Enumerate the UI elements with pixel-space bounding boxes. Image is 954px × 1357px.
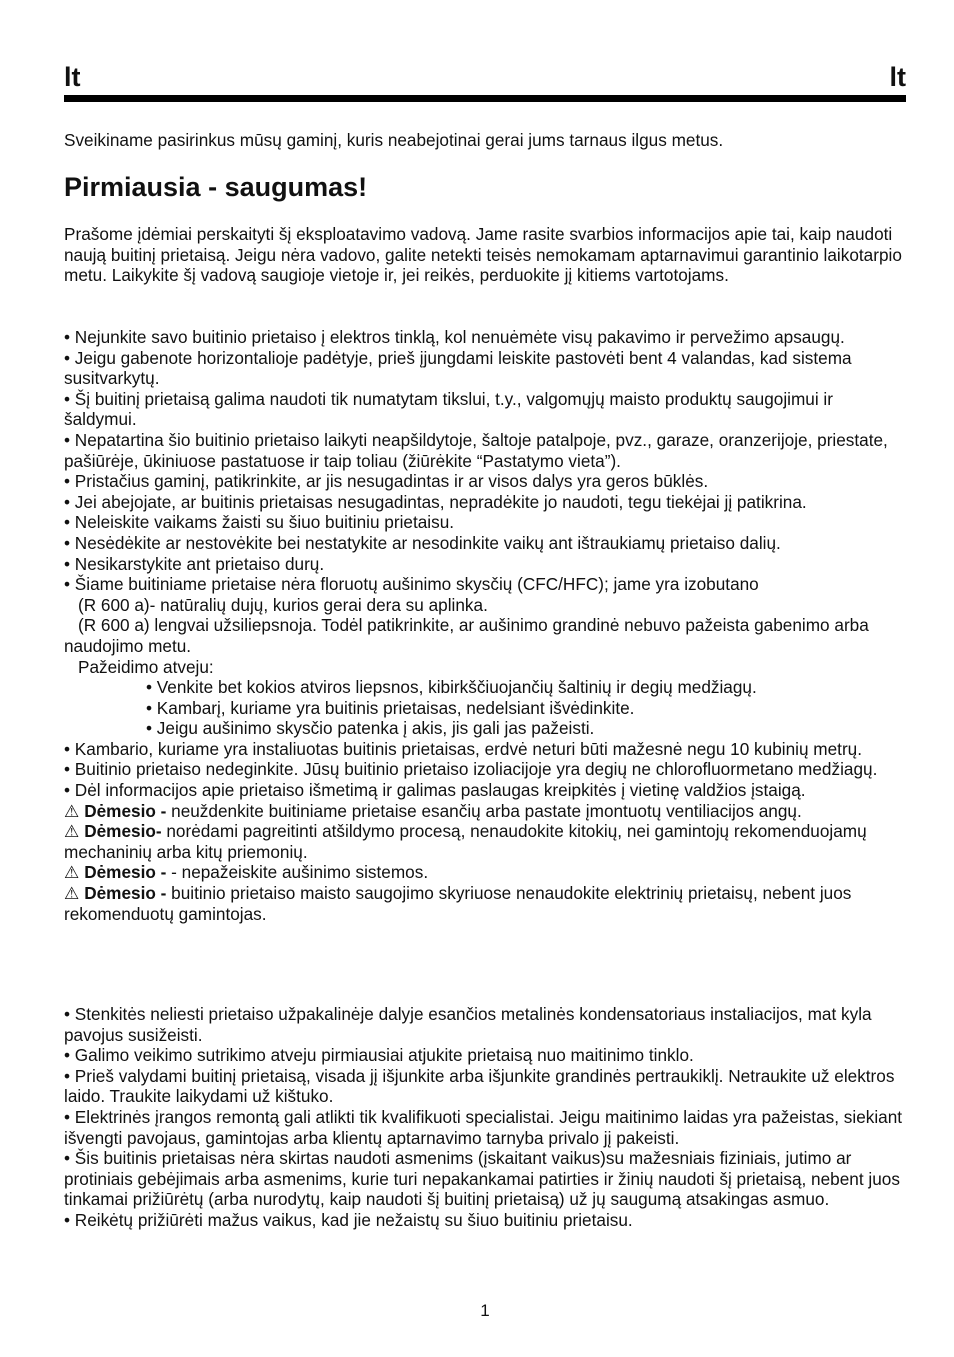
refrigerant-line-2-text: (R 600 a) lengvai užsiliepsnoja. Todėl patikrinkite, ar aušinimo grandinė nebuvo pažeista gabenimo arba naudojimo metu. xyxy=(64,615,869,656)
list-item: • Nepatartina šio buitinio prietaiso laikyti neapšildytoje, šaltoje patalpoje, pvz., garaze, oranzerijoje, priestate, pašiūrėje, ūkiniuose pastatuose ir taip toliau (žiūrėkite “Pastatymo vieta”). xyxy=(64,429,888,471)
warning-text: buitinio prietaiso maisto saugojimo skyriuose nenaudokite elektrinių prietaisų, nebent juos rekomenduotų gamintojas. xyxy=(64,883,852,924)
list-item: • Nesikarstykite ant prietaiso durų. xyxy=(64,553,325,574)
warning-item xyxy=(64,801,906,822)
warning-item xyxy=(64,862,906,883)
warning-icon: ⚠ xyxy=(64,821,80,842)
warning-text: norėdami pagreitinti atšildymo procesą, nenaudokite kitokių, nei gamintojų rekomenduojamų mechaninių arba kitų priemonių. xyxy=(64,821,867,862)
list-item: • Pristačius gaminį, patikrinkite, ar jis nesugadintas ir ar visos dalys yra geros būklės. xyxy=(64,471,709,492)
list-item: • Kambario, kuriame yra instaliuotas buitinis prietaisas, erdvė neturi būti mažesnė negu 10 kubinių metrų. xyxy=(64,738,863,759)
list-item: • Neleiskite vaikams žaisti su šiuo buitiniu prietaisu. xyxy=(64,512,455,533)
list-item: • Galimo veikimo sutrikimo atveju pirmiausiai atjukite prietaisą nuo maitinimo tinklo. xyxy=(64,1045,694,1066)
language-code-left: lt xyxy=(64,62,81,92)
damage-label: Pažeidimo atveju: xyxy=(78,656,214,677)
list-item: • Prieš valydami buitinį prietaisą, visada jį išjunkite arba išjunkite grandinės pertraukiklį. Netraukite už elektros laido. Traukite laikydami už kištuko. xyxy=(64,1065,895,1107)
language-code-right: lt xyxy=(889,62,906,92)
warning-icon: ⚠ xyxy=(64,862,80,883)
warning-item xyxy=(64,821,906,862)
page-header xyxy=(64,62,906,96)
warning-icon: ⚠ xyxy=(64,800,80,821)
list-item: • Šiame buitiniame prietaise nėra floruotų aušinimo skysčių (CFC/HFC); jame yra izobutano xyxy=(64,574,759,595)
warning-text: - nepažeiskite aušinimo sistemos. xyxy=(166,862,429,883)
list-item: • Buitinio prietaiso nedeginkite. Jūsų buitinio prietaiso izoliacijoje yra degių ne chlorofluormetano medžiagų. xyxy=(64,759,878,780)
warning-text: neuždenkite buitiniame prietaise esančių arba pastate įmontuotų ventiliacijos angų. xyxy=(166,800,802,821)
list-item: • Reikėtų prižiūrėti mažus vaikus, kad jie nežaistų su šiuo buitiniu prietaisu. xyxy=(64,1209,633,1230)
sub-list-item: • Kambarį, kuriame yra buitinis prietaisas, nedelsiant išvėdinkite. xyxy=(146,697,635,718)
warning-label: Dėmesio - xyxy=(84,883,167,904)
warning-label: Dėmesio - xyxy=(84,800,167,821)
list-item: • Nejunkite savo buitinio prietaiso į elektros tinklą, kol nenuėmėte visų pakavimo ir pervežimo apsaugų. xyxy=(64,327,845,347)
list-item: • Šį buitinį prietaisą galima naudoti tik numatytam tikslui, t.y., valgomųjų maisto produktų saugojimui ir šaldymui. xyxy=(64,388,833,430)
warning-icon: ⚠ xyxy=(64,883,80,904)
safety-list xyxy=(64,327,906,924)
list-item: • Nesėdėkite ar nestovėkite bei nestatykite ar nesodinkite vaikų ant ištraukiamų prietaiso dalių. xyxy=(64,532,781,553)
intro-paragraph: Prašome įdėmiai perskaityti šį eksploatavimo vadovą. Jame rasite svarbios informacijos apie tai, kaip naudoti naują buitinį prietaisą. Jeigu nėra vadovo, galite netekti teisės nemokamam aptarnavimui garantinio laikotarpio metu. Laikykite šį vadovą saugioje vietoje ir, jei reikės, perduokite jį kitiems vartotojams. xyxy=(64,224,902,286)
list-item: • Jeigu gabenote horizontalioje padėtyje, prieš įjungdami leiskite pastovėti bent 4 valandas, kad sistema susitvarkytų. xyxy=(64,347,852,389)
list-item: • Jei abejojate, ar buitinis prietaisas nesugadintas, nepradėkite jo naudoti, tegu tiekėjai jį patikrina. xyxy=(64,491,807,512)
sub-list-item: • Venkite bet kokios atviros liepsnos, kibirkščiuojančių šaltinių ir degių medžiagų. xyxy=(146,677,757,698)
list-item: • Stenkitės neliesti prietaiso užpakalinėje dalyje esančios metalinės kondensatoriaus instaliacijos, mat kyla pavojus susižeisti. xyxy=(64,1004,872,1045)
list-item: • Dėl informacijos apie prietaiso išmetimą ir galimas paslaugas kreipkitės į vietinę valdžios įstaigą. xyxy=(64,780,806,801)
welcome-text: Sveikiname pasirinkus mūsų gaminį, kuris neabejotinai gerai jums tarnaus ilgus metus. xyxy=(64,130,724,150)
safety-list-2 xyxy=(64,1004,906,1231)
list-item: • Šis buitinis prietaisas nėra skirtas naudoti asmenims (įskaitant vaikus)su mažesniais fiziniais, jutimo ar protiniais gebėjimais arba asmenims, kurie turi nepakankamai patirties ir žinių naudoti šį prietaisą, nebent juos tinkamai prižiūrėtų (arba nurodytų, kaip naudoti šį buitinį prietaisą) už jų saugumą atsakingas asmuo. xyxy=(64,1148,900,1210)
sub-list-item: • Jeigu aušinimo skysčio patenka į akis, jis gali jas pažeisti. xyxy=(146,718,595,739)
refrigerant-line-2 xyxy=(64,615,906,656)
list-item: • Elektrinės įrangos remontą gali atlikti tik kvalifikuoti specialistai. Jeigu maitinimo laidas yra pažeistas, siekiant išvengti pavojaus, gamintojas arba klientų aptarnavimo tarnyba privalo jį pakeisti. xyxy=(64,1106,903,1148)
warning-label: Dėmesio- xyxy=(84,821,162,842)
header-rule xyxy=(64,95,906,102)
section-title: Pirmiausia - saugumas! xyxy=(64,172,368,202)
warning-item xyxy=(64,883,906,924)
refrigerant-line-1: (R 600 a)- natūralių dujų, kurios gerai dera su aplinka. xyxy=(78,594,488,615)
page-number: 1 xyxy=(480,1301,490,1320)
warning-label: Dėmesio - xyxy=(84,862,167,883)
